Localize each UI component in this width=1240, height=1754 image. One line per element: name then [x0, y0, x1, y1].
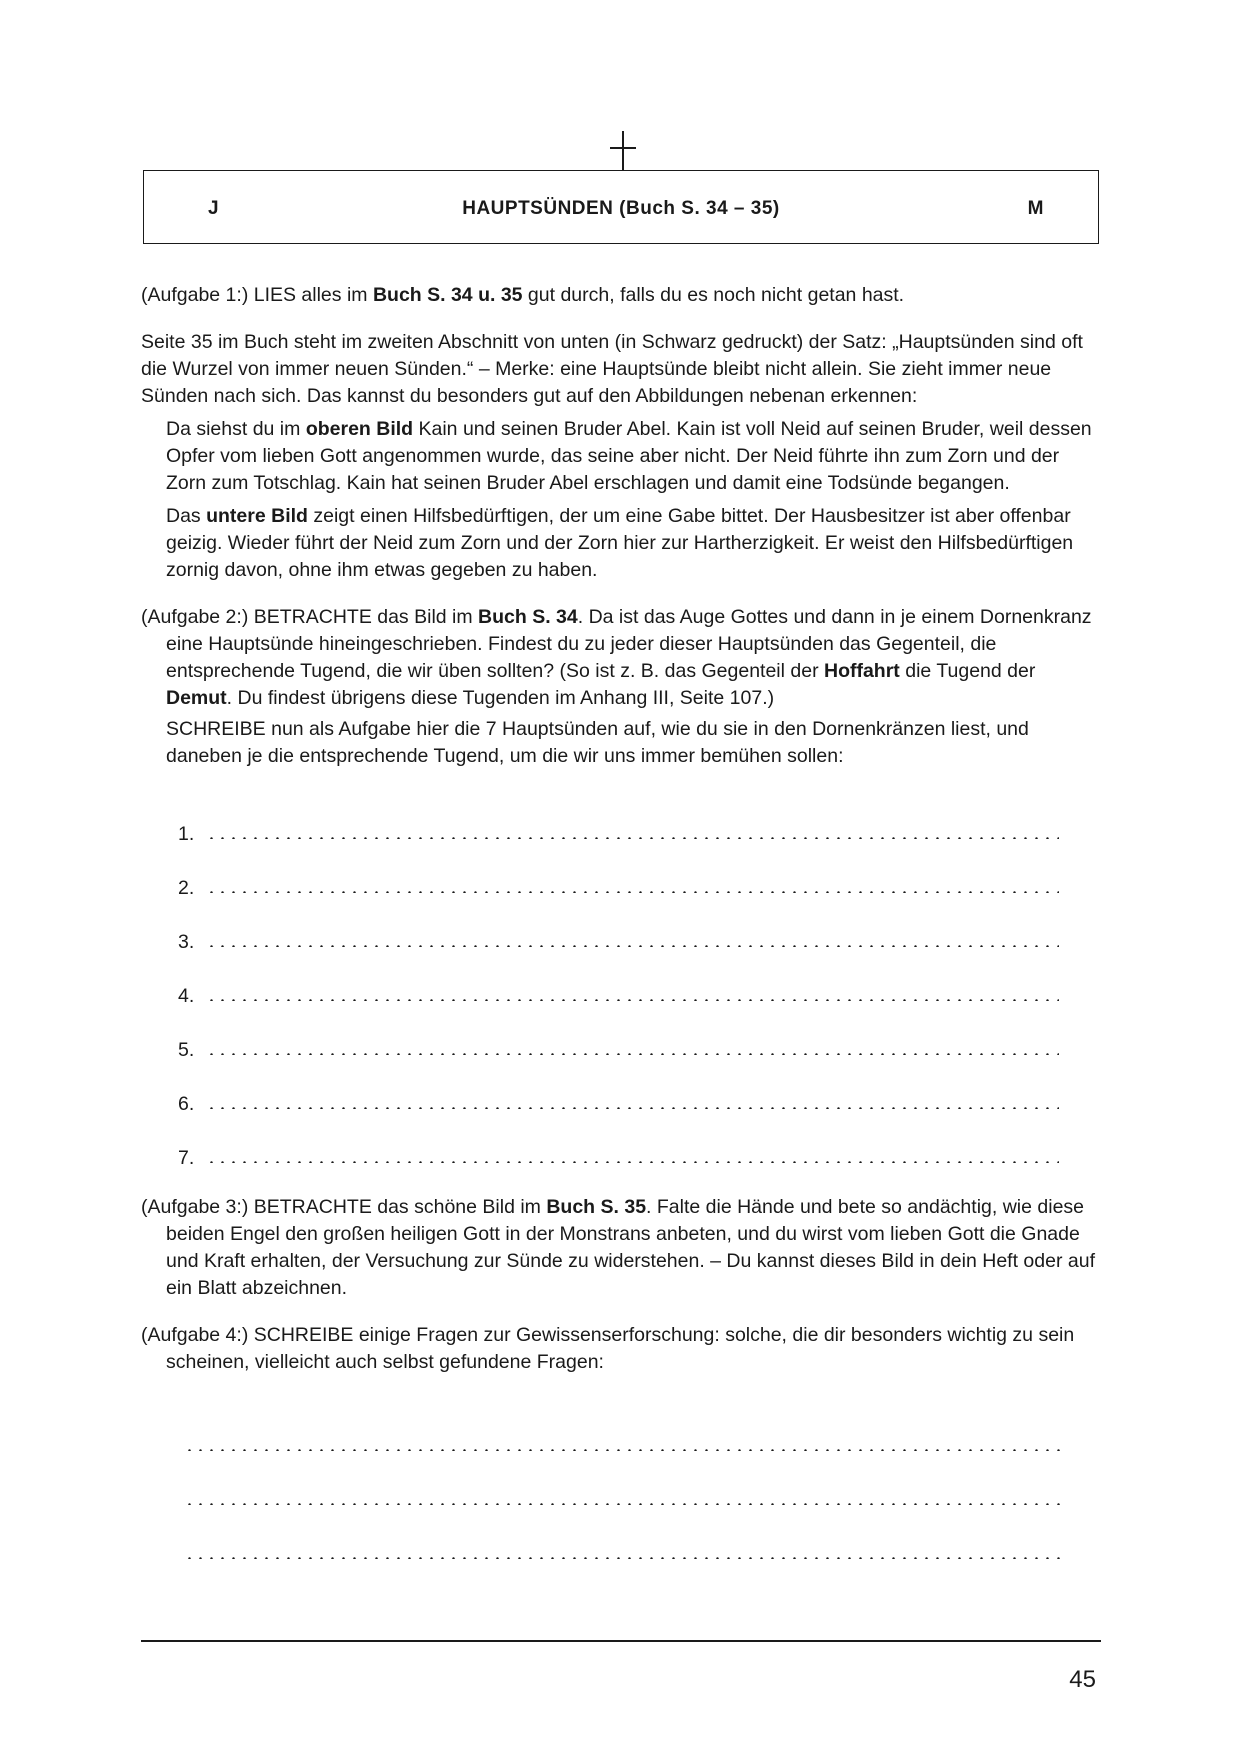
header-right-letter: M — [1027, 198, 1044, 219]
intro-paragraph: Seite 35 im Buch steht im zweiten Abschnitt von unten (in Schwarz gedruckt) der Satz: „Hauptsünden sind oft die Wurzel von immer neuen Sünden.“ – Merke: eine Hauptsünde bleibt nicht allein. Sie zieht immer neue Sünden nach sich. Das kannst du besonders gut auf den Abbildungen nebenan erkennen: — [141, 331, 1083, 407]
question-lines — [184, 1406, 1099, 1568]
question-line[interactable] — [184, 1514, 1099, 1568]
answer-line[interactable]: 6. — [178, 1064, 1099, 1118]
question-line[interactable] — [184, 1460, 1099, 1514]
aufgabe-2-schreibe: SCHREIBE nun als Aufgabe hier die 7 Hauptsünden auf, wie du sie in den Dornenkränzen liest, und daneben je die entsprechende Tugend, um die wir uns immer bemühen sollen: — [166, 718, 1029, 767]
cross-icon — [610, 131, 636, 171]
hilfsbeduerftiger-paragraph: Das untere Bild zeigt einen Hilfsbedürftigen, der um eine Gabe bittet. Der Hausbesitzer ist aber offenbar geizig. Wieder führt der Neid zum Zorn und der Zorn hier zur Hartherzigkeit. Er weist den Hilfsbedürftigen zornig davon, ohne ihm etwas gegeben zu haben. — [166, 505, 1074, 581]
aufgabe-3: (Aufgabe 3:) BETRACHTE das schöne Bild im Buch S. 35. Falte die Hände und bete so andächtig, wie diese beiden Engel den großen heiligen Gott in der Monstrans anbeten, und du wirst vom lieben Gott die Gnade und Kraft erhalten, der Versuchung zur Sünde zu widerstehen. – Du kannst dieses Bild in dein Heft oder auf ein Blatt abzeichnen. — [141, 1196, 1095, 1299]
page-title: HAUPTSÜNDEN (Buch S. 34 – 35) — [462, 198, 780, 219]
answer-lines — [178, 794, 1099, 1172]
header-left-letter: J — [208, 198, 220, 219]
kain-abel-paragraph: Da siehst du im oberen Bild Kain und seinen Bruder Abel. Kain ist voll Neid auf seinen Bruder, weil dessen Opfer vom lieben Gott angenommen wurde, das seine aber nicht. Der Neid führte ihn zum Zorn und der Zorn zum Totschlag. Kain hat seinen Bruder Abel erschlagen und damit eine Todsünde begangen. — [166, 418, 1092, 494]
answer-line[interactable]: 7. — [178, 1118, 1099, 1172]
answer-line[interactable]: 1. — [178, 794, 1099, 848]
aufgabe-4: (Aufgabe 4:) SCHREIBE einige Fragen zur Gewissenserforschung: solche, die dir besonders wichtig zu sein scheinen, vielleicht auch selbst gefundene Fragen: — [141, 1324, 1075, 1373]
answer-line[interactable]: 3. — [178, 902, 1099, 956]
header-box — [143, 170, 1099, 244]
answer-line[interactable]: 4. — [178, 956, 1099, 1010]
page-number: 45 — [1069, 1666, 1096, 1693]
footer-rule — [141, 1640, 1101, 1642]
content — [141, 282, 1099, 1568]
answer-line[interactable]: 5. — [178, 1010, 1099, 1064]
aufgabe-2: (Aufgabe 2:) BETRACHTE das Bild im Buch S. 34. Da ist das Auge Gottes und dann in je einem Dornenkranz eine Hauptsünde hineingeschrieben. Findest du zu jeder dieser Hauptsünden das Gegenteil, die entsprechende Tugend, die wir üben sollten? (So ist z. B. das Gegenteil der Hoffahrt die Tugend der Demut. Du findest übrigens diese Tugenden im Anhang III, Seite 107.) — [141, 606, 1092, 709]
aufgabe-1: (Aufgabe 1:) LIES alles im Buch S. 34 u. 35 gut durch, falls du es noch nicht getan hast. — [141, 284, 905, 306]
question-line[interactable] — [184, 1406, 1099, 1460]
answer-line[interactable]: 2. — [178, 848, 1099, 902]
